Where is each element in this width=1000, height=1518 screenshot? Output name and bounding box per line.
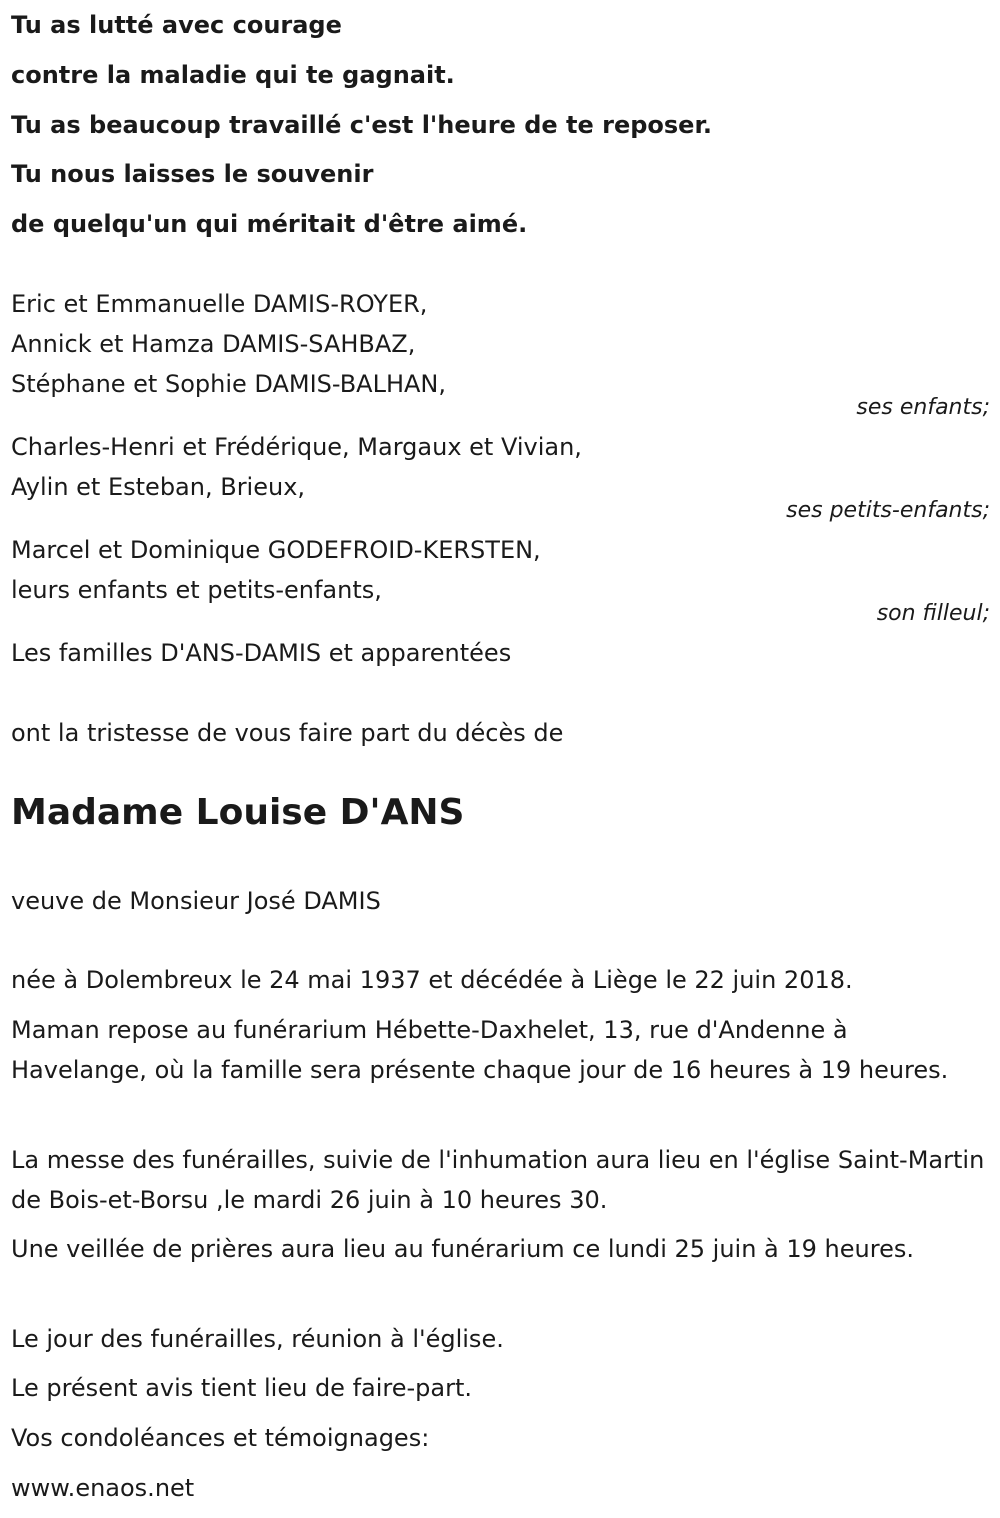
poem-line: Tu nous laisses le souvenir [11, 160, 374, 188]
website-text: www.enaos.net [11, 1474, 195, 1502]
family-line: leurs enfants et petits-enfants, [11, 576, 382, 604]
announcement-text: ont la tristesse de vous faire part du décès de [11, 719, 564, 747]
detail-paragraph: Le jour des funérailles, réunion à l'église. [11, 1325, 504, 1353]
family-line: Marcel et Dominique GODEFROID-KERSTEN, [11, 536, 541, 564]
family-line: Aylin et Esteban, Brieux, [11, 473, 306, 501]
deceased-name: Madame Louise D'ANS [11, 792, 465, 833]
family-line: Stéphane et Sophie DAMIS-BALHAN, [11, 370, 446, 398]
detail-paragraph: Vos condoléances et témoignages: [11, 1424, 430, 1452]
family-line: Eric et Emmanuelle DAMIS-ROYER, [11, 290, 428, 318]
detail-paragraph: La messe des funérailles, suivie de l'inhumation aura lieu en l'église Saint-Martin de Bois-et-Borsu ,le mardi 26 juin à 10 heures 30. [11, 1146, 985, 1214]
family-line: Charles-Henri et Frédérique, Margaux et Vivian, [11, 433, 582, 461]
families-line: Les familles D'ANS-DAMIS et apparentées [11, 639, 512, 667]
godson-role: son filleul; [876, 601, 990, 626]
poem-line: de quelqu'un qui méritait d'être aimé. [11, 210, 528, 238]
poem-line: contre la maladie qui te gagnait. [11, 61, 455, 89]
family-line: Annick et Hamza DAMIS-SAHBAZ, [11, 330, 416, 358]
children-role: ses enfants; [856, 395, 990, 420]
detail-paragraph: née à Dolembreux le 24 mai 1937 et décédée à Liège le 22 juin 2018. [11, 966, 853, 994]
widow-of-text: veuve de Monsieur José DAMIS [11, 887, 381, 915]
poem-line: Tu as beaucoup travaillé c'est l'heure de te reposer. [11, 111, 712, 139]
poem-line: Tu as lutté avec courage [11, 11, 342, 39]
grandchildren-role: ses petits-enfants; [786, 498, 990, 523]
detail-paragraph: Une veillée de prières aura lieu au funérarium ce lundi 25 juin à 19 heures. [11, 1235, 914, 1263]
detail-paragraph: Maman repose au funérarium Hébette-Daxhelet, 13, rue d'Andenne à Havelange, où la famille sera présente chaque jour de 16 heures à 19 heures. [11, 1016, 949, 1084]
detail-paragraph: Le présent avis tient lieu de faire-part. [11, 1374, 473, 1402]
